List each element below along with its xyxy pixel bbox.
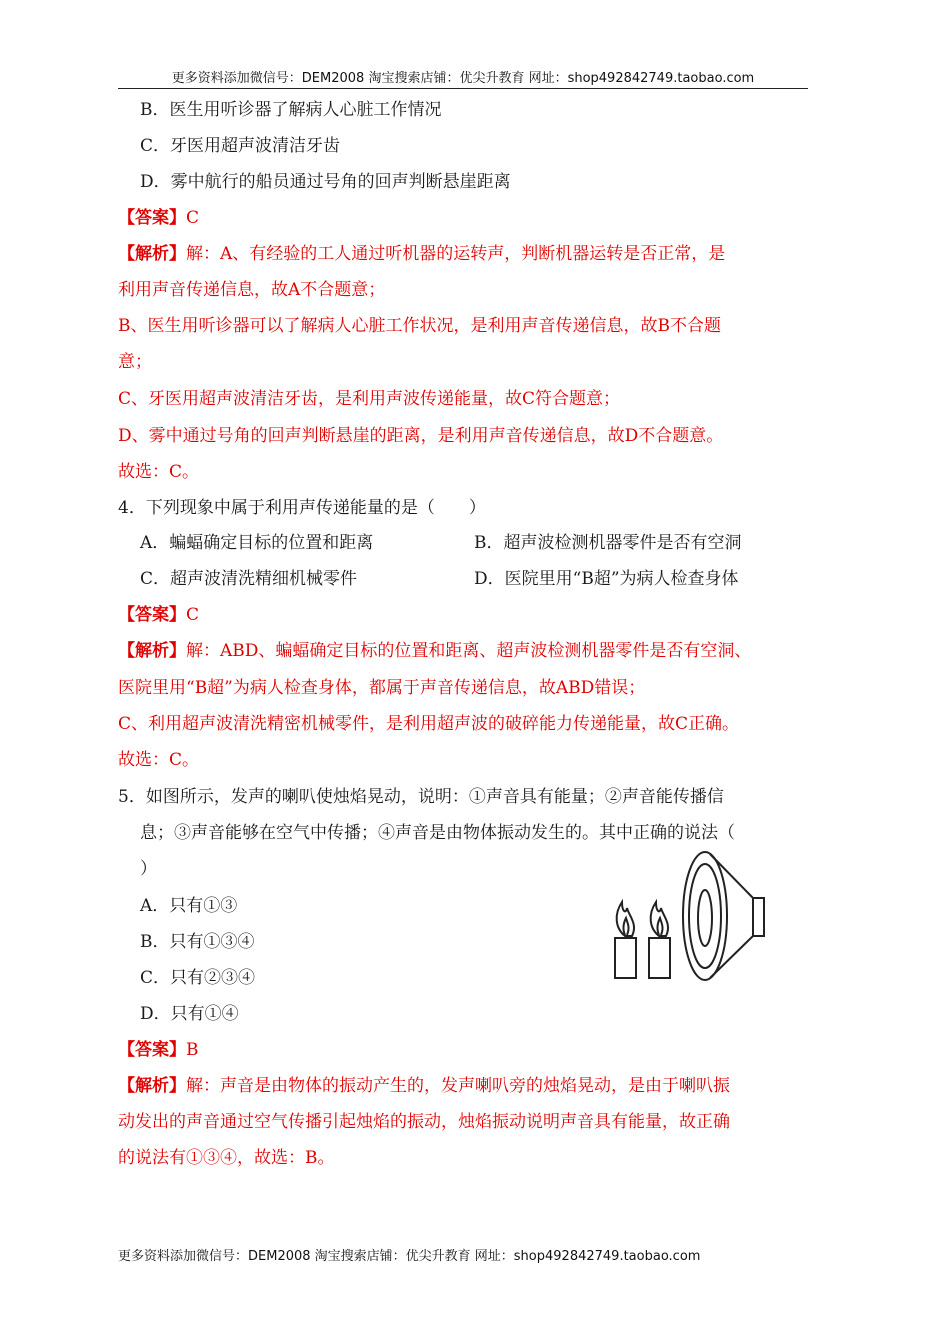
analysis-text: 解：声音是由物体的振动产生的，发声喇叭旁的烛焰晃动，是由于喇叭振 xyxy=(186,1076,730,1096)
q4-stem: 4．下列现象中属于利用声传递能量的是（ ） xyxy=(118,498,486,518)
q3-analysis-line: 意； xyxy=(118,352,152,372)
q3-option-b: B．医生用听诊器了解病人心脏工作情况 xyxy=(140,100,442,120)
candle-icon xyxy=(615,938,636,978)
answer-tag: 【答案】 xyxy=(118,208,186,228)
header-divider xyxy=(118,88,808,89)
q4-answer xyxy=(118,603,199,627)
q3-answer xyxy=(118,206,199,230)
speaker-icon xyxy=(683,852,764,980)
q4-option-b: B．超声波检测机器零件是否有空洞 xyxy=(474,533,742,553)
candle-inner-flame-icon xyxy=(623,918,628,935)
q3-analysis-line: C、牙医用超声波清洁牙齿，是利用声波传递能量，故C符合题意； xyxy=(118,389,621,409)
q4-option-d: D．医院里用“B超”为病人检查身体 xyxy=(474,569,739,589)
page-header: 更多资料添加微信号：DEM2008 淘宝搜索店铺：优尖升教育 网址：shop492842749.taobao.com xyxy=(171,71,755,86)
analysis-text: 解：ABD、蝙蝠确定目标的位置和距离、超声波检测机器零件是否有空洞、 xyxy=(186,641,752,661)
q3-analysis-line: D、雾中通过号角的回声判断悬崖的距离，是利用声音传递信息，故D不合题意。 xyxy=(118,426,724,446)
q4-option-c: C．超声波清洗精细机械零件 xyxy=(140,569,358,589)
q5-option-c: C．只有②③④ xyxy=(140,968,256,988)
answer-tag: 【答案】 xyxy=(118,1040,186,1060)
q5-analysis-line xyxy=(118,1074,730,1098)
q5-stem-line: 息；③声音能够在空气中传播；④声音是由物体振动发生的。其中正确的说法（ xyxy=(140,823,735,843)
q3-analysis-line: 故选：C。 xyxy=(118,462,200,482)
q4-analysis-line xyxy=(118,639,751,663)
q5-answer xyxy=(118,1038,199,1062)
q4-analysis-line: 医院里用“B超”为病人检查身体，都属于声音传递信息，故ABD错误； xyxy=(118,678,646,698)
q5-analysis-line: 动发出的声音通过空气传播引起烛焰的振动，烛焰振动说明声音具有能量，故正确 xyxy=(118,1112,730,1132)
q5-stem-line: ） xyxy=(140,859,157,879)
analysis-text: 解：A、有经验的工人通过听机器的运转声，判断机器运转是否正常，是 xyxy=(186,244,726,264)
analysis-tag: 【解析】 xyxy=(118,244,186,264)
q3-analysis-line xyxy=(118,242,725,266)
q3-analysis-line: 利用声音传递信息，故A不合题意； xyxy=(118,280,386,300)
q3-option-c: C．牙医用超声波清洁牙齿 xyxy=(140,136,341,156)
q4-analysis-line: C、利用超声波清洗精密机械零件，是利用超声波的破碎能力传递能量，故C正确。 xyxy=(118,714,740,734)
page-footer: 更多资料添加微信号：DEM2008 淘宝搜索店铺：优尖升教育 网址：shop492842749.taobao.com xyxy=(118,1249,701,1264)
answer-value: C xyxy=(186,208,200,228)
answer-value: B xyxy=(186,1040,199,1060)
analysis-tag: 【解析】 xyxy=(118,1076,186,1096)
q3-option-d: D．雾中航行的船员通过号角的回声判断悬崖距离 xyxy=(140,172,511,192)
q4-option-a: A．蝙蝠确定目标的位置和距离 xyxy=(140,533,374,553)
q4-analysis-line: 故选：C。 xyxy=(118,750,200,770)
q3-analysis-line: B、医生用听诊器可以了解病人心脏工作状况，是利用声音传递信息，故B不合题 xyxy=(118,316,721,336)
q5-option-b: B．只有①③④ xyxy=(140,932,255,952)
answer-value: C xyxy=(186,605,200,625)
q5-option-a: A．只有①③ xyxy=(140,896,238,916)
q5-option-d: D．只有①④ xyxy=(140,1004,239,1024)
candle-inner-flame-icon xyxy=(657,918,662,935)
q5-analysis-line: 的说法有①③④，故选：B。 xyxy=(118,1148,335,1168)
candle-icon xyxy=(649,938,670,978)
answer-tag: 【答案】 xyxy=(118,605,186,625)
q5-stem-line: 5．如图所示，发声的喇叭使烛焰晃动，说明：①声音具有能量；②声音能传播信 xyxy=(118,787,724,807)
analysis-tag: 【解析】 xyxy=(118,641,186,661)
candles-speaker-figure xyxy=(600,848,780,988)
